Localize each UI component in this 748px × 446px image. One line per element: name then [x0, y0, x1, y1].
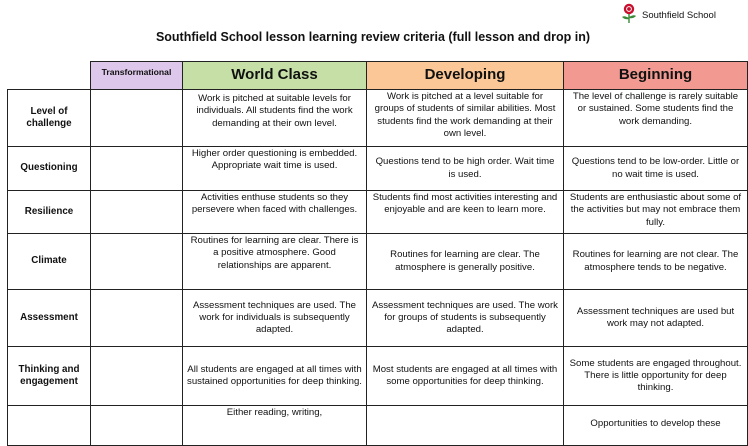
beginning-cell: Opportunities to develop these [564, 406, 748, 446]
developing-cell: Assessment techniques are used. The work for groups of students is subsequently adapted. [367, 290, 564, 347]
page-title: Southfield School lesson learning review criteria (full lesson and drop in) [155, 30, 591, 44]
table-row [8, 147, 748, 191]
beginning-cell: Students are enthusiastic about some of the activities but may not embrace them fully. [564, 191, 748, 234]
world-class-cell: Work is pitched at suitable levels for individuals. All students find the work demanding at their own level. [183, 90, 367, 147]
criteria-table [7, 61, 748, 446]
table-row [8, 290, 748, 347]
world-class-cell: Routines for learning are clear. There is a positive atmosphere. Good relationships are apparent. [183, 234, 367, 290]
developing-cell: Work is pitched at a level suitable for groups of students of similar abilities. Most students find the work demanding at their own level. [367, 90, 564, 147]
developing-cell [367, 406, 564, 446]
criterion-cell: Level of challenge [8, 90, 91, 147]
beginning-cell: Routines for learning are not clear. The atmosphere tends to be negative. [564, 234, 748, 290]
transformational-cell [91, 406, 183, 446]
header-world-class: World Class [183, 62, 367, 90]
beginning-cell: Some students are engaged throughout. There is little opportunity for deep thinking. [564, 347, 748, 406]
developing-cell: Routines for learning are clear. The atmosphere is generally positive. [367, 234, 564, 290]
developing-cell: Most students are engaged at all times with some opportunities for deep thinking. [367, 347, 564, 406]
transformational-cell [91, 191, 183, 234]
table-row [8, 191, 748, 234]
school-logo [616, 2, 744, 24]
header-transformational: Transformational [91, 62, 183, 90]
criterion-cell: Questioning [8, 147, 91, 191]
criterion-cell: Climate [8, 234, 91, 290]
header-beginning: Beginning [564, 62, 748, 90]
world-class-cell: All students are engaged at all times with sustained opportunities for deep thinking. [183, 347, 367, 406]
header-row [8, 62, 748, 90]
world-class-cell: Activities enthuse students so they persevere when faced with challenges. [183, 191, 367, 234]
table-row [8, 90, 748, 147]
criterion-cell [8, 406, 91, 446]
table-row [8, 347, 748, 406]
logo-text: Southfield School [642, 10, 716, 21]
world-class-cell: Higher order questioning is embedded. Appropriate wait time is used. [183, 147, 367, 191]
developing-cell: Questions tend to be high order. Wait time is used. [367, 147, 564, 191]
rose-icon [618, 2, 640, 24]
header-developing: Developing [367, 62, 564, 90]
header-blank-cell [8, 62, 91, 90]
transformational-cell [91, 347, 183, 406]
criterion-cell: Resilience [8, 191, 91, 234]
world-class-cell: Assessment techniques are used. The work for individuals is subsequently adapted. [183, 290, 367, 347]
transformational-cell [91, 290, 183, 347]
transformational-cell [91, 234, 183, 290]
developing-cell: Students find most activities interesting and enjoyable and are keen to learn more. [367, 191, 564, 234]
beginning-cell: Assessment techniques are used but work may not adapted. [564, 290, 748, 347]
transformational-cell [91, 90, 183, 147]
beginning-cell: The level of challenge is rarely suitable or sustained. Some students find the work demanding. [564, 90, 748, 147]
criterion-cell: Thinking and engagement [8, 347, 91, 406]
world-class-cell: Either reading, writing, [183, 406, 367, 446]
criterion-cell: Assessment [8, 290, 91, 347]
transformational-cell [91, 147, 183, 191]
table-row [8, 234, 748, 290]
beginning-cell: Questions tend to be low-order. Little or no wait time is used. [564, 147, 748, 191]
table-row [8, 406, 748, 446]
